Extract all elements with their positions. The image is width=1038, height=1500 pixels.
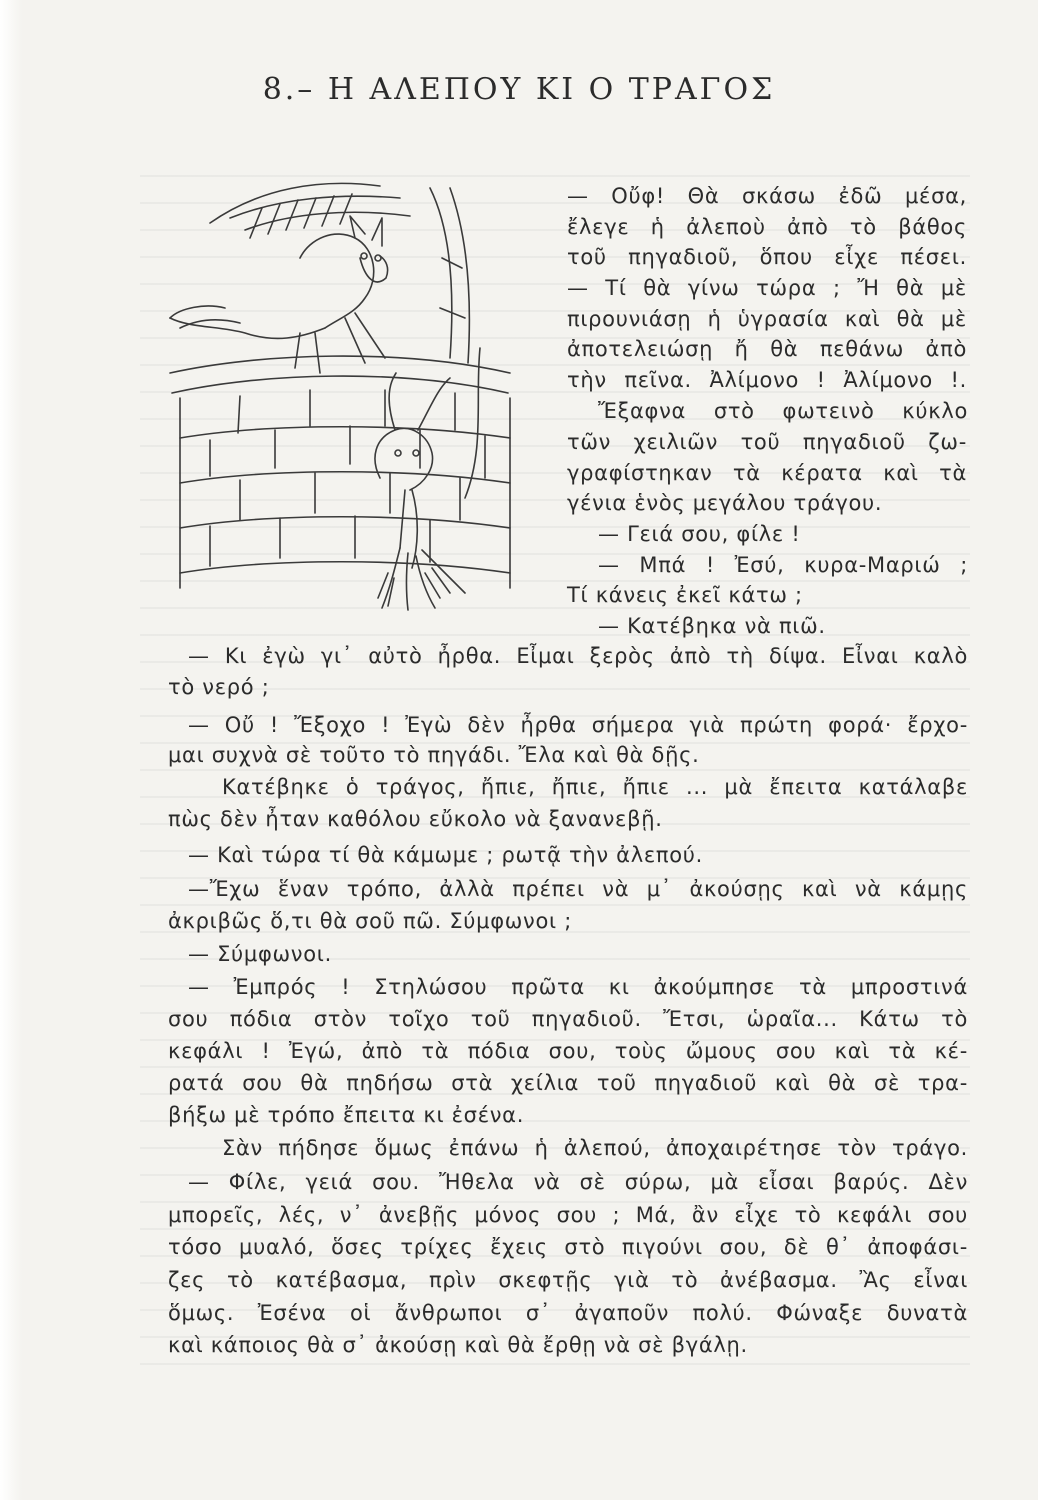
fox-and-goat-well-drawing — [150, 168, 550, 618]
text-line: ζες τὸ κατέβασμα, πρὶν σκεφτῇς γιὰ τὸ ἀνέβασμα. Ἂς εἶναι — [168, 1268, 968, 1292]
text-line: — Σύμφωνοι. — [188, 942, 332, 966]
text-line: γένια ἑνὸς μεγάλου τράγου. — [567, 491, 883, 515]
text-line: —Ἔχω ἕναν τρόπο, ἀλλὰ πρέπει νὰ μ᾿ ἀκούσῃς καὶ νὰ κάμῃς — [188, 877, 968, 901]
text-line: τόσο μυαλό, ὅσες τρίχες ἔχεις στὸ πιγούνι σου, δὲ θ᾿ ἀποφάσι- — [168, 1235, 968, 1259]
text-line: Κατέβηκε ὁ τράγος, ἤπιε, ἤπιε, ἤπιε ... μὰ ἔπειτα κατάλαβε — [222, 775, 968, 799]
text-line: καὶ κάποιος θὰ σ᾿ ἀκούσῃ καὶ θὰ ἔρθῃ νὰ σὲ βγάλῃ. — [168, 1333, 748, 1357]
text-line: Ἔξαφνα στὸ φωτεινὸ κύκλο — [598, 399, 968, 423]
text-line: — Μπά ! Ἐσύ, κυρα-Μαριώ ; — [598, 553, 968, 577]
text-line: ἔλεγε ἡ ἀλεποὺ ἀπὸ τὸ βάθος — [567, 215, 967, 239]
text-line: τῶν χειλιῶν τοῦ πηγαδιοῦ ζω- — [567, 430, 967, 454]
text-line: κεφάλι ! Ἐγώ, ἀπὸ τὰ πόδια σου, τοὺς ὤμους σου καὶ τὰ κέ- — [168, 1039, 968, 1063]
text-line: τὴν πεῖνα. Ἀλίμονο ! Ἀλίμονο !. — [567, 368, 967, 392]
text-line: τοῦ πηγαδιοῦ, ὅπου εἶχε πέσει. — [567, 245, 967, 269]
text-line: ἀποτελειώσῃ ἤ θὰ πεθάνω ἀπὸ — [567, 337, 967, 361]
text-line: μαι συχνὰ σὲ τοῦτο τὸ πηγάδι. Ἔλα καὶ θὰ δῇς. — [168, 743, 700, 767]
text-line: ρατά σου θὰ πηδήσω στὰ χείλια τοῦ πηγαδιοῦ καὶ θὰ σὲ τρα- — [168, 1071, 968, 1095]
text-line: — Κι ἐγὼ γι᾿ αὐτὸ ἦρθα. Εἶμαι ξερὸς ἀπὸ τὴ δίψα. Εἶναι καλὸ — [188, 644, 968, 668]
text-line: μπορεῖς, λές, ν᾿ ἀνεβῇς μόνος σου ; Μά, ἂν εἶχε τὸ κεφάλι σου — [168, 1203, 968, 1227]
text-line: γραφίστηκαν τὰ κέρατα καὶ τὰ — [567, 461, 967, 485]
page-edge — [0, 0, 22, 1500]
text-line: — Κατέβηκα νὰ πιῶ. — [598, 614, 826, 638]
text-line: ἀκριβῶς ὅ,τι θὰ σοῦ πῶ. Σύμφωνοι ; — [168, 909, 572, 933]
text-line: ὅμως. Ἐσένα οἱ ἄνθρωποι σ᾿ ἀγαποῦν πολύ. Φώναξε δυνατὰ — [168, 1301, 968, 1325]
text-line: — Καὶ τώρα τί θὰ κάμωμε ; ρωτᾷ τὴν ἀλεπού. — [188, 843, 704, 867]
text-line: — Φίλε, γειά σου. Ἤθελα νὰ σὲ σύρω, μὰ εἶσαι βαρύς. Δὲν — [188, 1170, 968, 1194]
text-line: πιρουνιάσῃ ἡ ὑγρασία καὶ θὰ μὲ — [567, 307, 967, 331]
text-line: τὸ νερό ; — [168, 675, 270, 699]
text-line: βήξω μὲ τρόπο ἔπειτα κι ἐσένα. — [168, 1103, 525, 1127]
text-line: πὼς δὲν ἦταν καθόλου εὔκολο νὰ ξανανεβῇ. — [168, 807, 663, 831]
text-line: — Οὔφ! Θὰ σκάσω ἐδῶ μέσα, — [567, 184, 967, 208]
text-line: σου πόδια στὸν τοῖχο τοῦ πηγαδιοῦ. Ἔτσι, ὡραῖα... Κάτω τὸ — [168, 1007, 968, 1031]
text-line: — Τί θὰ γίνω τώρα ; Ἤ θὰ μὲ — [567, 276, 967, 300]
text-line: Τί κάνεις ἐκεῖ κάτω ; — [567, 583, 803, 607]
text-line: — Οὔ ! Ἔξοχο ! Ἐγὼ δὲν ἦρθα σήμερα γιὰ πρώτη φορά· ἔρχο- — [188, 713, 968, 737]
text-line: — Ἐμπρός ! Στηλώσου πρῶτα κι ἀκούμπησε τὰ μπροστινά — [188, 975, 968, 999]
text-line: Σὰν πήδησε ὅμως ἐπάνω ἡ ἀλεπού, ἀποχαιρέτησε τὸν τράγο. — [222, 1136, 968, 1160]
text-line: — Γειά σου, φίλε ! — [598, 522, 801, 546]
chapter-title: 8.– Η ΑΛΕΠΟΥ ΚΙ Ο ΤΡΑΓΟΣ — [262, 72, 776, 107]
